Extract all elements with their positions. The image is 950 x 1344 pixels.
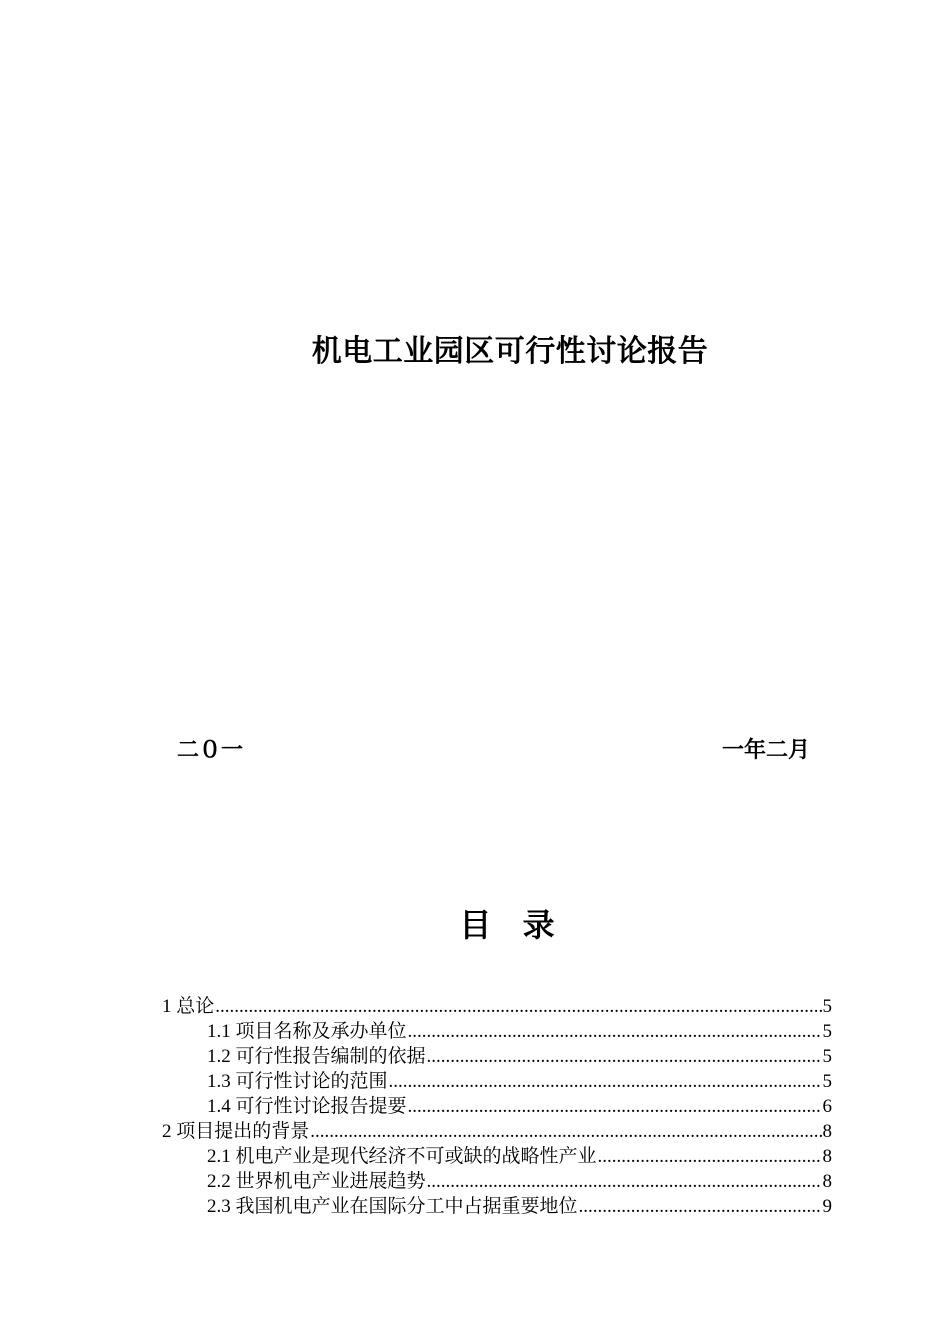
toc-entry[interactable] [162, 1169, 832, 1194]
toc-entry-label: 2.3 我国机电产业在国际分工中占据重要地位 [207, 1196, 578, 1217]
toc-entry[interactable] [162, 1194, 832, 1219]
toc-entry[interactable] [162, 994, 832, 1019]
toc-entry-page: 6 [822, 1096, 832, 1117]
toc-heading: 目 录 [459, 906, 565, 944]
toc-entry-page: 5 [822, 996, 832, 1017]
toc-entry-label: 1.2 可行性报告编制的依据 [207, 1046, 426, 1067]
toc-entry-page: 5 [822, 1071, 832, 1092]
toc-dot-leader [598, 1144, 822, 1169]
document-title: 机电工业园区可行性讨论报告 [311, 334, 709, 369]
toc-entry-label: 1 总论 [162, 996, 215, 1017]
toc-entry-label: 2.1 机电产业是现代经济不可或缺的战略性产业 [207, 1146, 597, 1167]
toc-entry-label: 1.4 可行性讨论报告提要 [207, 1096, 407, 1117]
toc-entry[interactable] [162, 1094, 832, 1119]
toc-entry[interactable] [162, 1019, 832, 1044]
toc-entry-label: 1.1 项目名称及承办单位 [207, 1021, 407, 1042]
toc-dot-leader [389, 1069, 822, 1094]
toc-entry[interactable] [162, 1044, 832, 1069]
table-of-contents [162, 994, 832, 1219]
toc-entry-label: 2.2 世界机电产业进展趋势 [207, 1171, 426, 1192]
toc-dot-leader [579, 1194, 822, 1219]
toc-entry-page: 5 [822, 1046, 832, 1067]
toc-entry-page: 8 [822, 1121, 832, 1142]
toc-entry[interactable] [162, 1119, 832, 1144]
toc-entry[interactable] [162, 1144, 832, 1169]
date-left: 二０一 [177, 738, 244, 763]
toc-dot-leader [427, 1044, 822, 1069]
toc-entry-page: 8 [822, 1171, 832, 1192]
toc-entry-page: 8 [822, 1146, 832, 1167]
toc-entry[interactable] [162, 1069, 832, 1094]
toc-dot-leader [408, 1019, 822, 1044]
toc-entry-page: 5 [822, 1021, 832, 1042]
toc-dot-leader [310, 1119, 821, 1144]
date-right: 一年二月 [721, 738, 810, 763]
toc-dot-leader [408, 1094, 822, 1119]
toc-entry-page: 9 [822, 1196, 832, 1217]
toc-dot-leader [215, 994, 821, 1019]
toc-entry-label: 2 项目提出的背景 [162, 1121, 310, 1142]
toc-dot-leader [427, 1169, 822, 1194]
toc-entry-label: 1.3 可行性讨论的范围 [207, 1071, 388, 1092]
